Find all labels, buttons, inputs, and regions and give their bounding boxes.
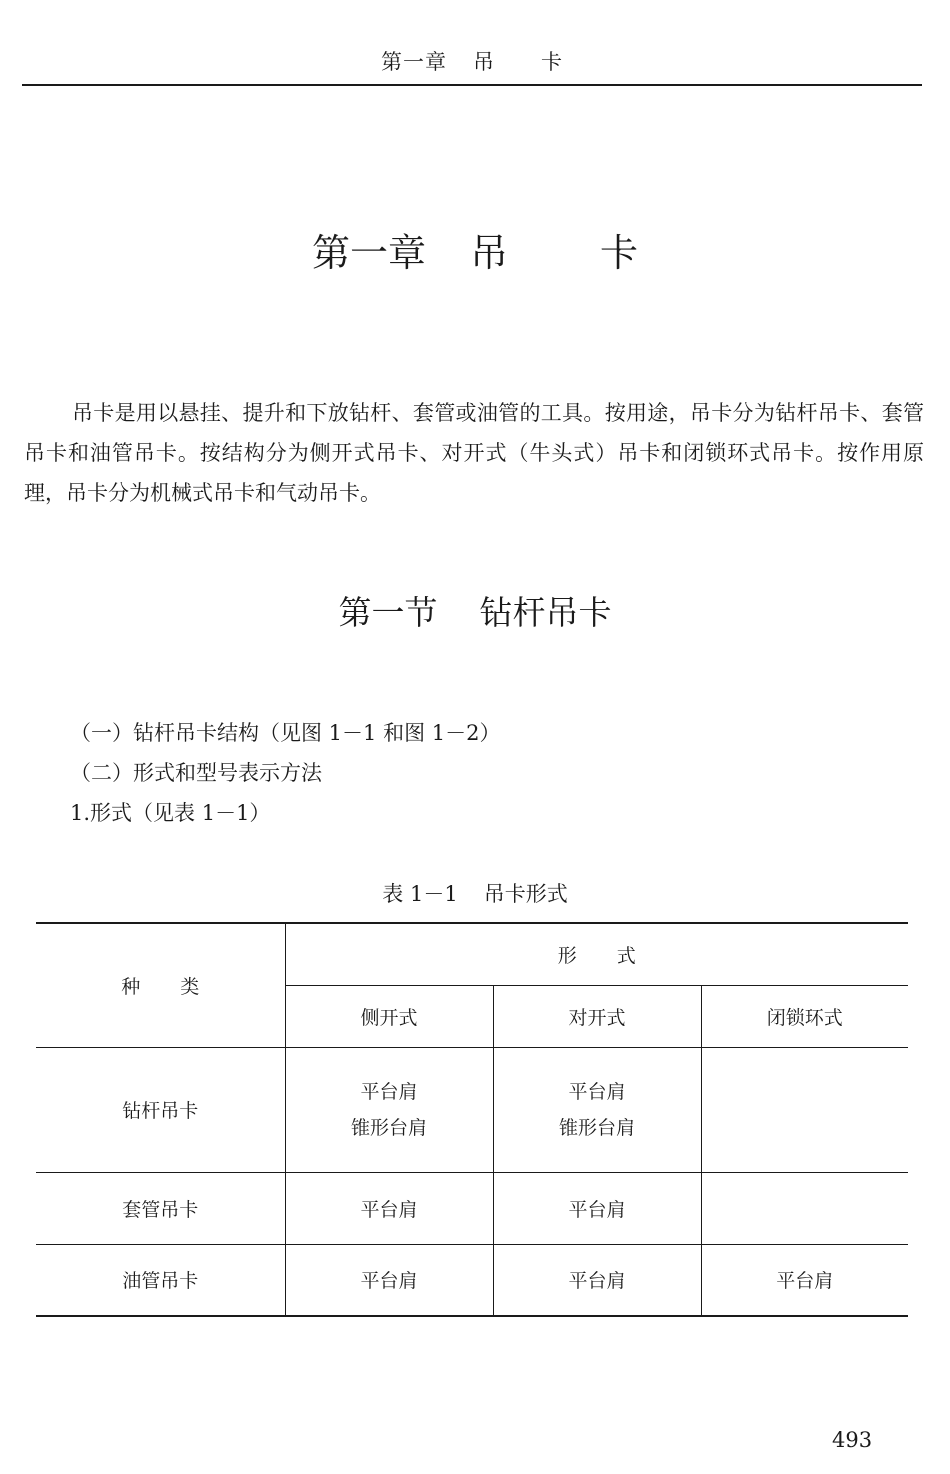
table-row [36,1244,908,1316]
row-kind-tubing: 油管吊卡 [36,1244,285,1316]
table-row [36,1047,908,1172]
item-structure: （一）钻杆吊卡结构（见图 1－1 和图 1－2） [70,721,501,745]
page-number: 493 [832,1428,873,1452]
cell-drillpipe-side: 平台肩 锥形台肩 [285,1047,493,1172]
chapter-title-word2: 卡 [600,231,639,275]
table-caption [0,878,950,908]
section-name: 钻杆吊卡 [479,593,612,632]
cell-casing-split: 平台肩 [493,1172,701,1244]
chapter-title [0,222,950,277]
item-forms: 1.形式（见表 1－1） [70,801,271,825]
table-caption-label: 表 1－1 [382,882,458,906]
cell-drillpipe-lock [701,1047,908,1172]
section-title [0,587,950,634]
header-rule [22,84,922,86]
subheader-split: 对开式 [493,985,701,1047]
elevator-forms-table [36,922,908,1317]
cell-tubing-lock: 平台肩 [701,1244,908,1316]
chapter-number: 第一章 [311,231,426,275]
cell-casing-side: 平台肩 [285,1172,493,1244]
subheader-lock-ring: 闭锁环式 [701,985,908,1047]
header-form: 形式 [285,923,908,985]
running-head-word1: 吊 [473,50,495,74]
running-head-chapter: 第一章 [381,50,447,74]
intro-paragraph: 吊卡是用以悬挂、提升和下放钻杆、套管或油管的工具。按用途，吊卡分为钻杆吊卡、套管吊卡和油管吊卡。按结构分为侧开式吊卡、对开式（牛头式）吊卡和闭锁环式吊卡。按作用原理，吊卡分为机械式吊卡和气动吊卡。 [24,401,924,505]
subheader-side-opening: 侧开式 [285,985,493,1047]
running-head-word2: 卡 [541,50,563,74]
chapter-title-word1: 吊 [469,231,508,275]
running-head [22,46,922,76]
table-row [36,1172,908,1244]
header-kind: 种类 [36,923,285,1047]
cell-tubing-side: 平台肩 [285,1244,493,1316]
table-caption-title: 吊卡形式 [483,882,568,906]
row-kind-casing: 套管吊卡 [36,1172,285,1244]
cell-drillpipe-split: 平台肩 锥形台肩 [493,1047,701,1172]
item-forms-and-models: （二）形式和型号表示方法 [70,761,322,785]
cell-casing-lock [701,1172,908,1244]
cell-tubing-split: 平台肩 [493,1244,701,1316]
row-kind-drillpipe: 钻杆吊卡 [36,1047,285,1172]
section-number: 第一节 [338,593,438,632]
